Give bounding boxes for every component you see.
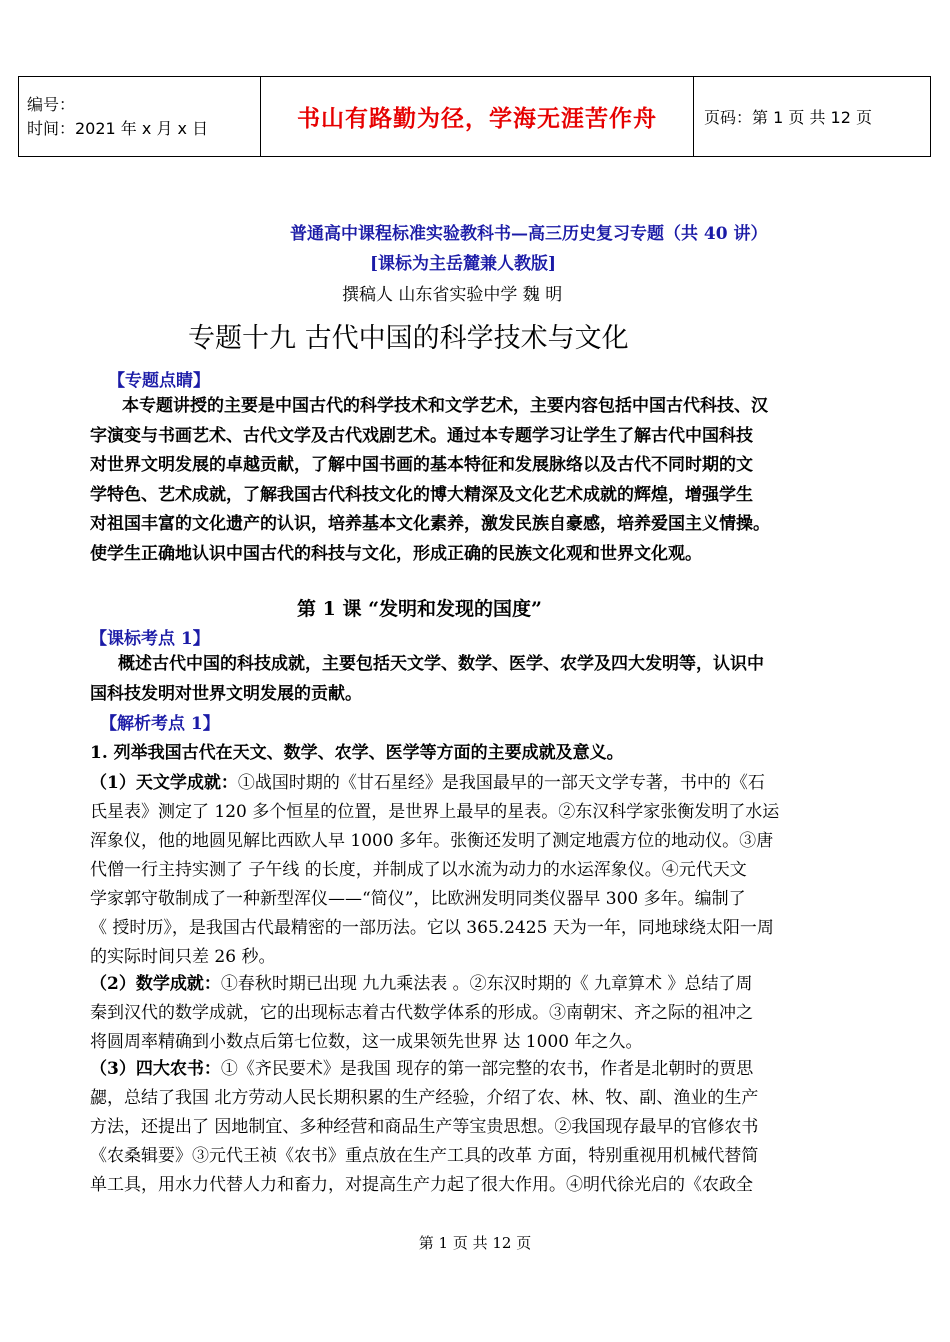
math-line: 将圆周率精确到小数点后第七位数，这一成果领先世界 达 1000 年之久。 bbox=[90, 1032, 643, 1052]
lesson-title: 第 1 课 “发明和发现的国度” bbox=[297, 598, 542, 620]
astronomy-line: 浑象仪，他的地圆见解比西欧人早 1000 多年。张衡还发明了测定地震方位的地动仪。③唐 bbox=[90, 831, 774, 851]
number-label: 编号： bbox=[27, 94, 76, 114]
agriculture-line: 《农桑辑要》③元代王祯《农书》重点放在生产工具的改革 方面，特别重视用机械代替简 bbox=[90, 1146, 759, 1166]
topic-title: 专题十九 古代中国的科学技术与文化 bbox=[188, 323, 629, 354]
astronomy-line: 代僧一行主持实测了 子午线 的长度，并制成了以水流为动力的水运浑象仪。④元代天文 bbox=[90, 860, 747, 880]
standard-label: 【课标考点 1】 bbox=[90, 629, 210, 649]
intro-line: 使学生正确地认识中国古代的科技与文化，形成正确的民族文化观和世界文化观。 bbox=[90, 543, 702, 564]
intro-line: 学特色、艺术成就，了解我国古代科技文化的博大精深及文化艺术成就的辉煌，增强学生 bbox=[90, 484, 753, 505]
header-meta-cell bbox=[19, 77, 261, 157]
header-table bbox=[18, 76, 931, 157]
astronomy-heading: （1）天文学成就： bbox=[90, 773, 238, 793]
page-info: 页码：第 1 页 共 12 页 bbox=[694, 77, 931, 157]
math-line: ①春秋时期已出现 九九乘法表 。②东汉时期的《 九章算术 》总结了周 bbox=[220, 974, 753, 994]
astronomy-line: ①战国时期的《甘石星经》是我国最早的一部天文学专著，书中的《石 bbox=[237, 773, 765, 793]
intro-line: 对祖国丰富的文化遗产的认识，培养基本文化素养，激发民族自豪感，培养爱国主义情操。 bbox=[90, 514, 770, 534]
agriculture-heading: （3）四大农书： bbox=[90, 1059, 221, 1079]
math-line: 秦到汉代的数学成就，它的出现标志着古代数学体系的形成。③南朝宋、齐之际的祖冲之 bbox=[90, 1003, 753, 1023]
question-1: 1. 列举我国古代在天文、数学、农学、医学等方面的主要成就及意义。 bbox=[90, 743, 624, 763]
agriculture-line: ①《齐民要术》是我国 现存的第一部完整的农书，作者是北朝时的贾思 bbox=[220, 1059, 754, 1079]
time-label: 时间：2021 年 x 月 x 日 bbox=[27, 118, 209, 138]
page-footer: 第 1 页 共 12 页 bbox=[418, 1234, 532, 1252]
edition-label: [课标为主岳麓兼人教版] bbox=[370, 254, 557, 274]
agriculture-paragraph bbox=[90, 1055, 862, 1200]
agriculture-line: 方法，还提出了 因地制宜、多种经营和商品生产等宝贵思想。②我国现存最早的官修农书 bbox=[90, 1117, 759, 1137]
math-heading: （2）数学成就： bbox=[90, 974, 221, 994]
author-line: 撰稿人 山东省实验中学 魏 明 bbox=[342, 285, 563, 305]
analysis-label: 【解析考点 1】 bbox=[100, 714, 220, 734]
astronomy-line: 的实际时间只差 26 秒。 bbox=[90, 947, 276, 967]
intro-line: 对世界文明发展的卓越贡献，了解中国书画的基本特征和发展脉络以及古代不同时期的文 bbox=[90, 455, 753, 475]
astronomy-paragraph bbox=[90, 769, 862, 972]
astronomy-line: 《 授时历》，是我国古代最精密的一部历法。它以 365.2425 天为一年，同地球绕太阳一周 bbox=[90, 918, 774, 938]
standard-line: 概述古代中国的科技成就，主要包括天文学、数学、医学、农学及四大发明等，认识中 bbox=[118, 654, 764, 674]
section-focus-label: 【专题点睛】 bbox=[108, 371, 210, 391]
standard-line: 国科技发明对世界文明发展的贡献。 bbox=[90, 683, 362, 704]
agriculture-line: 单工具，用水力代替人力和畜力，对提高生产力起了很大作用。④明代徐光启的《农政全 bbox=[90, 1175, 753, 1195]
motto: 书山有路勤为径，学海无涯苦作舟 bbox=[261, 77, 694, 157]
agriculture-line: 勰，总结了我国 北方劳动人民长期积累的生产经验，介绍了农、林、牧、副、渔业的生产 bbox=[90, 1088, 759, 1108]
standard-paragraph bbox=[90, 650, 862, 709]
intro-paragraph bbox=[90, 392, 862, 569]
intro-line: 本专题讲授的主要是中国古代的科学技术和文学艺术，主要内容包括中国古代科技、汉 bbox=[122, 396, 768, 416]
series-title: 普通高中课程标准实验教科书—高三历史复习专题（共 40 讲） bbox=[290, 224, 768, 244]
astronomy-line: 学家郭守敬制成了一种新型浑仪——“简仪”，比欧洲发明同类仪器早 300 多年。编制了 bbox=[90, 889, 746, 909]
astronomy-line: 氏星表》测定了 120 多个恒星的位置，是世界上最早的星表。②东汉科学家张衡发明了水运 bbox=[90, 802, 780, 822]
math-paragraph bbox=[90, 970, 862, 1057]
intro-line: 字演变与书画艺术、古代文学及古代戏剧艺术。通过本专题学习让学生了解古代中国科技 bbox=[90, 425, 753, 446]
